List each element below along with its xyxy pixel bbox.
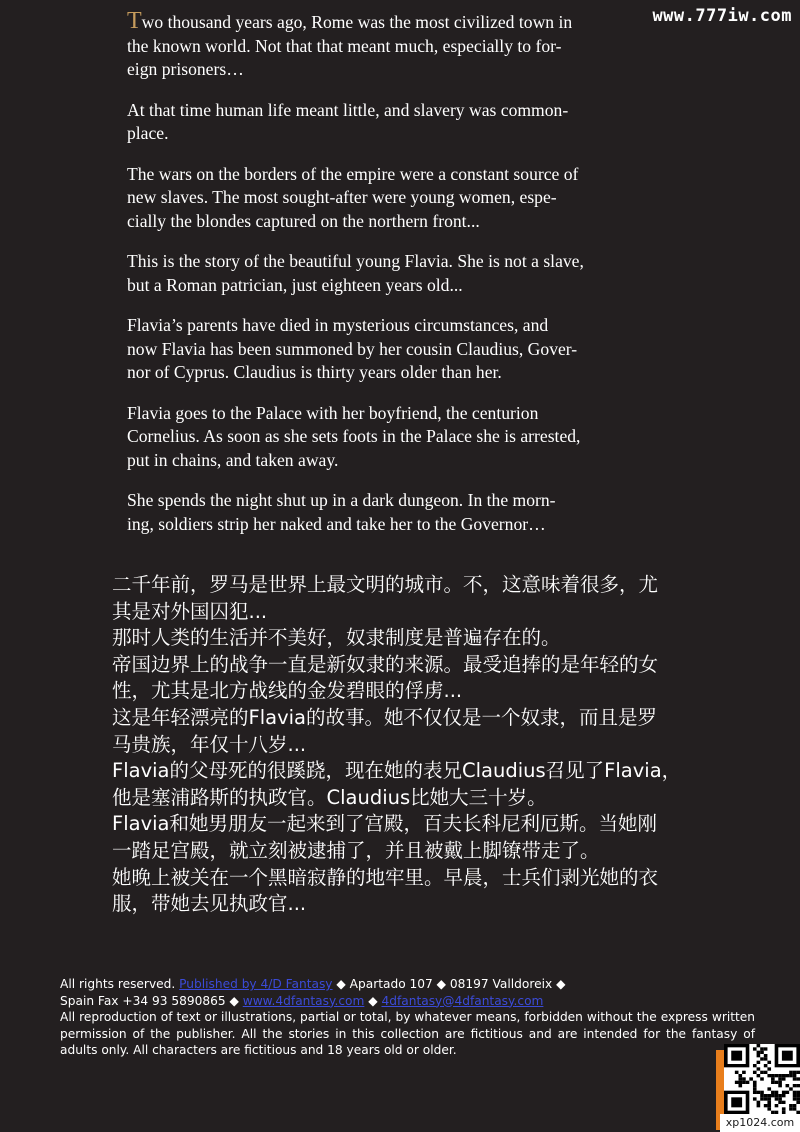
english-paragraph-7 <box>127 489 662 536</box>
english-line: eign prisoners… <box>127 59 244 79</box>
chinese-line: 那时人类的生活并不美好，奴隶制度是普遍存在的。 <box>112 626 561 650</box>
chinese-line: 二千年前，罗马是世界上最文明的城市。不，这意味着很多，尤 <box>112 573 659 596</box>
rights-text: All rights reserved. <box>60 977 176 991</box>
english-paragraph-1 <box>127 10 662 82</box>
english-line: The wars on the borders of the empire were a constant source of <box>127 163 579 184</box>
english-line: now Flavia has been summoned by her cousin Claudius, Gover- <box>127 338 578 359</box>
email-link[interactable]: 4dfantasy@4dfantasy.com <box>381 993 544 1008</box>
chinese-line: 帝国边界上的战争一直是新奴隶的来源。最受追捧的是年轻的女 <box>112 652 659 676</box>
english-paragraph-3 <box>127 163 662 234</box>
english-line: nor of Cyprus. Claudius is thirty years older than her. <box>127 362 502 382</box>
disclaimer-text: All reproduction of text or illustrations, partial or total, by whatever means, forbidden without the express written permission of the publisher. All the stories in this collection are fictitious and are intended for the fantasy of adults only. All characters are fictitious and 18 years old or older. <box>60 1010 755 1057</box>
website-link[interactable]: www.4dfantasy.com <box>242 993 365 1008</box>
english-line: put in chains, and taken away. <box>127 449 339 470</box>
english-line: new slaves. The most sought-after were young women, espe- <box>127 187 557 207</box>
separator-diamond: ◆ <box>368 993 378 1008</box>
chinese-line: 性，尤其是北方战线的金发碧眼的俘虏... <box>112 679 463 703</box>
address-text: ◆ Apartado 107 ◆ 08197 Valldoreix ◆ <box>336 977 566 991</box>
english-line: the known world. Not that that meant much, especially to for- <box>127 35 562 56</box>
watermark-top: www.777iw.com <box>652 6 792 26</box>
english-line: This is the story of the beautiful young Flavia. She is not a slave, <box>127 251 584 271</box>
english-line: Cornelius. As soon as she sets foots in the Palace she is arrested, <box>127 426 581 446</box>
english-line: wo thousand years ago, Rome was the most civilized town in <box>141 12 573 32</box>
english-line: Flavia’s parents have died in mysterious circumstances, and <box>127 315 549 335</box>
english-line: but a Roman patrician, just eighteen years old... <box>127 274 463 295</box>
english-line: Flavia goes to the Palace with her boyfriend, the centurion <box>127 402 539 423</box>
chinese-line: 服，带她去见执政官... <box>112 892 307 916</box>
watermark-bottom: xp1024.com <box>720 1114 800 1132</box>
english-line: She spends the night shut up in a dark dungeon. In the morn- <box>127 490 556 510</box>
chinese-line: 其是对外国囚犯... <box>112 599 268 623</box>
english-paragraph-4 <box>127 250 662 297</box>
copyright-footer <box>60 976 755 1059</box>
english-line: At that time human life meant little, and slavery was common- <box>127 99 569 120</box>
chinese-line: 马贵族，年仅十八岁... <box>112 732 307 756</box>
chinese-line: 这是年轻漂亮的Flavia的故事。她不仅仅是一个奴隶，而且是罗 <box>112 705 657 729</box>
english-line: ing, soldiers strip her naked and take her to the Governor… <box>127 513 546 534</box>
chinese-line: 她晚上被关在一个黑暗寂静的地牢里。早晨，士兵们剥光她的衣 <box>112 865 659 889</box>
chinese-line: 他是塞浦路斯的执政官。Claudius比她大三十岁。 <box>112 785 547 809</box>
publisher-link[interactable]: Published by 4/D Fantasy <box>179 977 333 991</box>
chinese-line: Flavia的父母死的很蹊跷，现在她的表兄Claudius召见了Flavia， <box>112 759 682 783</box>
drop-cap: T <box>127 8 142 34</box>
english-paragraph-5 <box>127 314 662 385</box>
english-paragraph-2 <box>127 99 662 146</box>
fax-text: Spain Fax +34 93 5890865 ◆ <box>60 993 239 1008</box>
english-line: cially the blondes captured on the northern front... <box>127 210 480 231</box>
english-synopsis <box>127 10 662 536</box>
chinese-translation <box>112 572 732 918</box>
chinese-line: 一踏足宫殿，就立刻被逮捕了，并且被戴上脚镣带走了。 <box>112 838 600 862</box>
qr-code-icon <box>724 1044 800 1114</box>
english-paragraph-6 <box>127 402 662 473</box>
english-line: place. <box>127 123 169 143</box>
chinese-line: Flavia和她男朋友一起来到了宫殿，百夫长科尼利厄斯。当她刚 <box>112 812 657 836</box>
